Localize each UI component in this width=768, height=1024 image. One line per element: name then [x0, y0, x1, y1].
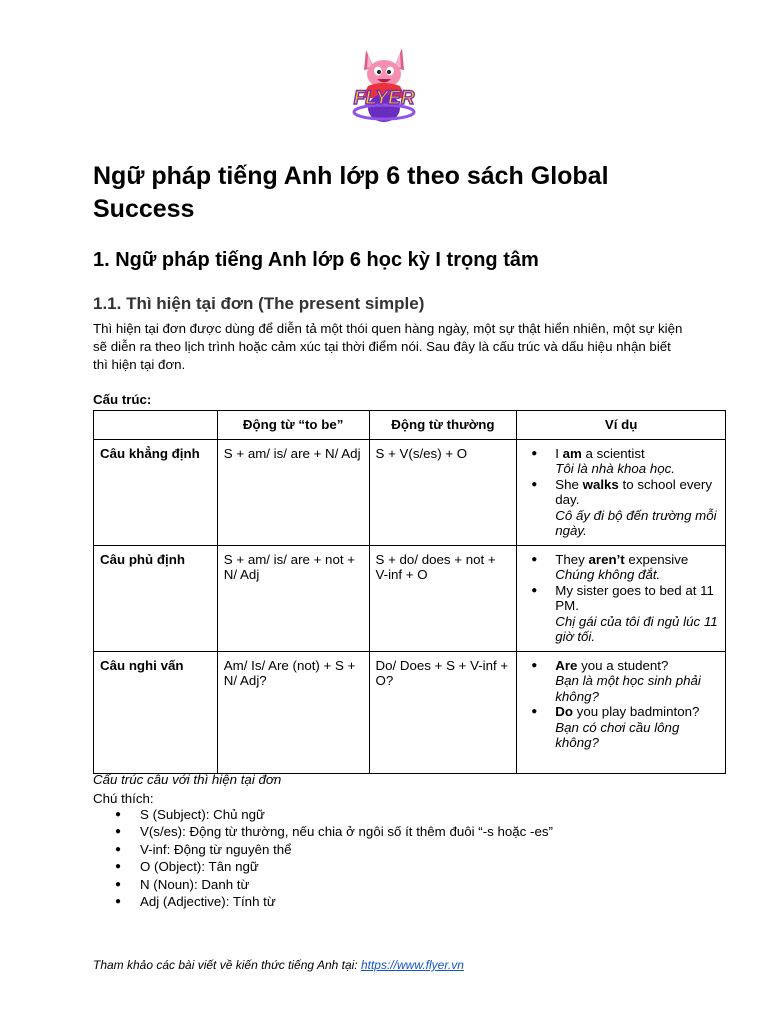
list-item: ● Adj (Adjective): Tính từ [93, 893, 553, 910]
list-item: ● O (Object): Tân ngữ [93, 858, 553, 875]
table-row [94, 439, 726, 545]
header-empty [94, 411, 218, 440]
list-item: ● N (Noun): Danh từ [93, 876, 553, 893]
example-translation: Cô ấy đi bộ đến trường mỗi ngày. [555, 507, 717, 538]
notes-label: Chú thích: [93, 791, 154, 806]
example-item: ● My sister goes to bed at 11 PM. Chị gái của tôi đi ngủ lúc 11 giờ tối. [555, 583, 719, 645]
section-heading: 1. Ngữ pháp tiếng Anh lớp 6 học kỳ I trọng tâm [93, 249, 539, 271]
regular-verb-formula: S + V(s/es) + O [369, 439, 517, 545]
example-translation: Bạn là một học sinh phải không? [555, 673, 701, 704]
to-be-formula: S + am/ is/ are + N/ Adj [217, 439, 369, 545]
table-header-row [94, 411, 726, 440]
intro-paragraph: Thì hiện tại đơn được dùng để diễn tả một thói quen hàng ngày, một sự thật hiển nhiên, một sự kiện sẽ diễn ra theo lịch trình hoặc cảm xúc tại thời điểm nói. Sau đây là cấu trúc và dấu hiệu nhận biết thì hiện tại đơn. [93, 321, 683, 372]
example-translation: Tôi là nhà khoa học. [555, 461, 675, 476]
header-examples: Ví dụ [517, 411, 726, 440]
examples-cell [517, 651, 726, 773]
example-translation: Bạn có chơi cầu lông không? [555, 719, 680, 750]
list-item: ● V(s/es): Động từ thường, nếu chia ở ngôi số ít thêm đuôi “-s hoặc -es” [93, 823, 553, 840]
table-caption: Cấu trúc câu với thì hiện tại đơn [93, 772, 282, 787]
regular-verb-formula: S + do/ does + not + V-inf + O [369, 545, 517, 651]
row-label: Câu khẳng định [94, 439, 218, 545]
table-row [94, 651, 726, 773]
row-label: Câu phủ định [94, 545, 218, 651]
regular-verb-formula: Do/ Does + S + V-inf + O? [369, 651, 517, 773]
to-be-formula: S + am/ is/ are + not + N/ Adj [217, 545, 369, 651]
list-item: ● V-inf: Động từ nguyên thể [93, 841, 553, 858]
footer-text: Tham khảo các bài viết về kiến thức tiếng Anh tại: [93, 958, 361, 972]
table-row [94, 545, 726, 651]
notes-list [93, 806, 553, 910]
to-be-formula: Am/ Is/ Are (not) + S + N/ Adj? [217, 651, 369, 773]
grammar-table [93, 410, 726, 774]
row-label: Câu nghi vấn [94, 651, 218, 773]
example-item: ● Are you a student? Bạn là một học sinh phải không? [555, 658, 719, 705]
flyer-logo [344, 42, 424, 128]
header-to-be: Động từ “to be” [217, 411, 369, 440]
example-item: ● She walks to school every day. Cô ấy đi bộ đến trường mỗi ngày. [555, 477, 719, 539]
examples-cell [517, 439, 726, 545]
header-regular-verb: Động từ thường [369, 411, 517, 440]
footer [93, 958, 464, 972]
footer-link[interactable]: https://www.flyer.vn [360, 958, 464, 972]
example-translation: Chúng không đắt. [555, 567, 661, 582]
logo-text: FLYER [353, 88, 415, 109]
example-translation: Chị gái của tôi đi ngủ lúc 11 giờ tối. [555, 613, 718, 644]
example-item: ● They aren’t expensive Chúng không đắt. [555, 552, 719, 583]
subsection-heading: 1.1. Thì hiện tại đơn (The present simple) [93, 294, 425, 313]
list-item: ● S (Subject): Chủ ngữ [93, 806, 553, 823]
example-item: ● I am a scientist Tôi là nhà khoa học. [555, 446, 719, 477]
examples-cell [517, 545, 726, 651]
example-item: ● Do you play badminton? Bạn có chơi cầu lông không? [555, 704, 719, 751]
structure-label: Cấu trúc: [93, 392, 152, 407]
page-title: Ngữ pháp tiếng Anh lớp 6 theo sách Global Success [93, 162, 609, 223]
